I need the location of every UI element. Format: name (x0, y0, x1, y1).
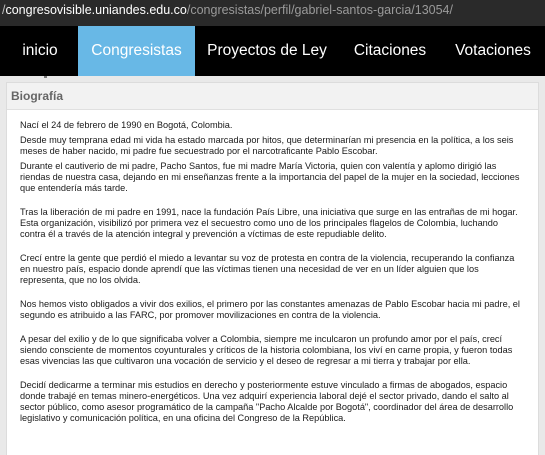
biography-body (7, 110, 538, 424)
url-path: /congresistas/perfil/gabriel-santos-garcia/13054/ (186, 3, 453, 17)
biography-paragraph: Tras la liberación de mi padre en 1991, nace la fundación País Libre, una iniciativa que surge en las entrañas de mi hogar. Esta organización, visibilizó por primera vez el secuestro como uno de los principales flagelos de Colombia, luchando contra él a través de la atención integral y prevención a víctimas de este repudiable delito. (20, 207, 518, 239)
biography-panel (6, 82, 539, 455)
nav-item-proyectos-de-ley[interactable]: Proyectos de Ley (207, 42, 327, 59)
url-slash: / (2, 3, 6, 17)
biography-title: Biografía (7, 83, 538, 110)
address-bar[interactable] (0, 0, 545, 26)
biography-paragraph: Decidí dedicarme a terminar mis estudios en derecho y posteriormente estuve vinculado a firmas de abogados, espacio donde trabajé en temas minero-energéticos. Una vez adquirí experiencia laboral dejé el sector privado, dando el salto al sector público, como asesor programático de la campaña "Pacho Alcalde por Bogotá", coordinador del área de desarrollo legislativo y comunicación política, en una oficina del Congreso de la República. (20, 380, 514, 423)
biography-paragraph: Durante el cautiverio de mi padre, Pacho Santos, fue mi madre María Victoria, quien con valentía y aplomo dirigió las riendas de nuestra casa, dejando en mi enseñanzas frente a la importancia del papel de la mujer en la sociedad, lecciones que entendería más tarde. (20, 161, 520, 193)
nav-underline-mark (44, 76, 47, 78)
nav-item-congresistas[interactable]: Congresistas (78, 26, 195, 76)
url-domain: congresovisible.uniandes.edu.co (5, 3, 187, 17)
biography-paragraph: A pesar del exilio y de lo que significaba volver a Colombia, siempre me inculcaron un profundo amor por el país, crecí siendo consciente de momentos coyunturales y críticos de la historia colombiana, los viví en carne propia, y fueron todas esas vivencias las que cultivaron una vocación de servicio y el deseo de regresar a mi tierra y trabajar por ella. (20, 334, 513, 366)
nav-item-inicio[interactable]: inicio (22, 42, 58, 59)
page-gutter-right (539, 82, 545, 455)
biography-paragraph: Desde muy temprana edad mi vida ha estado marcada por hitos, que determinarían mi presencia en la política, a los seis meses de haber nacido, mi padre fue secuestrado por el narcotraficante Pablo Escobar. (20, 135, 514, 156)
main-nav (0, 26, 545, 76)
nav-item-votaciones[interactable]: Votaciones (455, 42, 531, 59)
biography-paragraph: Nací el 24 de febrero de 1990 en Bogotá, Colombia. (20, 120, 233, 130)
nav-item-citaciones[interactable]: Citaciones (353, 42, 427, 59)
biography-paragraph: Crecí entre la gente que perdió el miedo a levantar su voz de protesta en contra de la violencia, recuperando la confianza en nuestro país, espacio donde aprendí que las víctimas tienen una necesidad de ver en un líder alguien que los representa, que no los olvida. (20, 253, 515, 285)
biography-paragraph: Nos hemos visto obligados a vivir dos exilios, el primero por las constantes amenazas de Pablo Escobar hacia mi padre, el segundo es atribuido a las FARC, por promover movilizaciones en contra de la violencia. (20, 299, 520, 320)
